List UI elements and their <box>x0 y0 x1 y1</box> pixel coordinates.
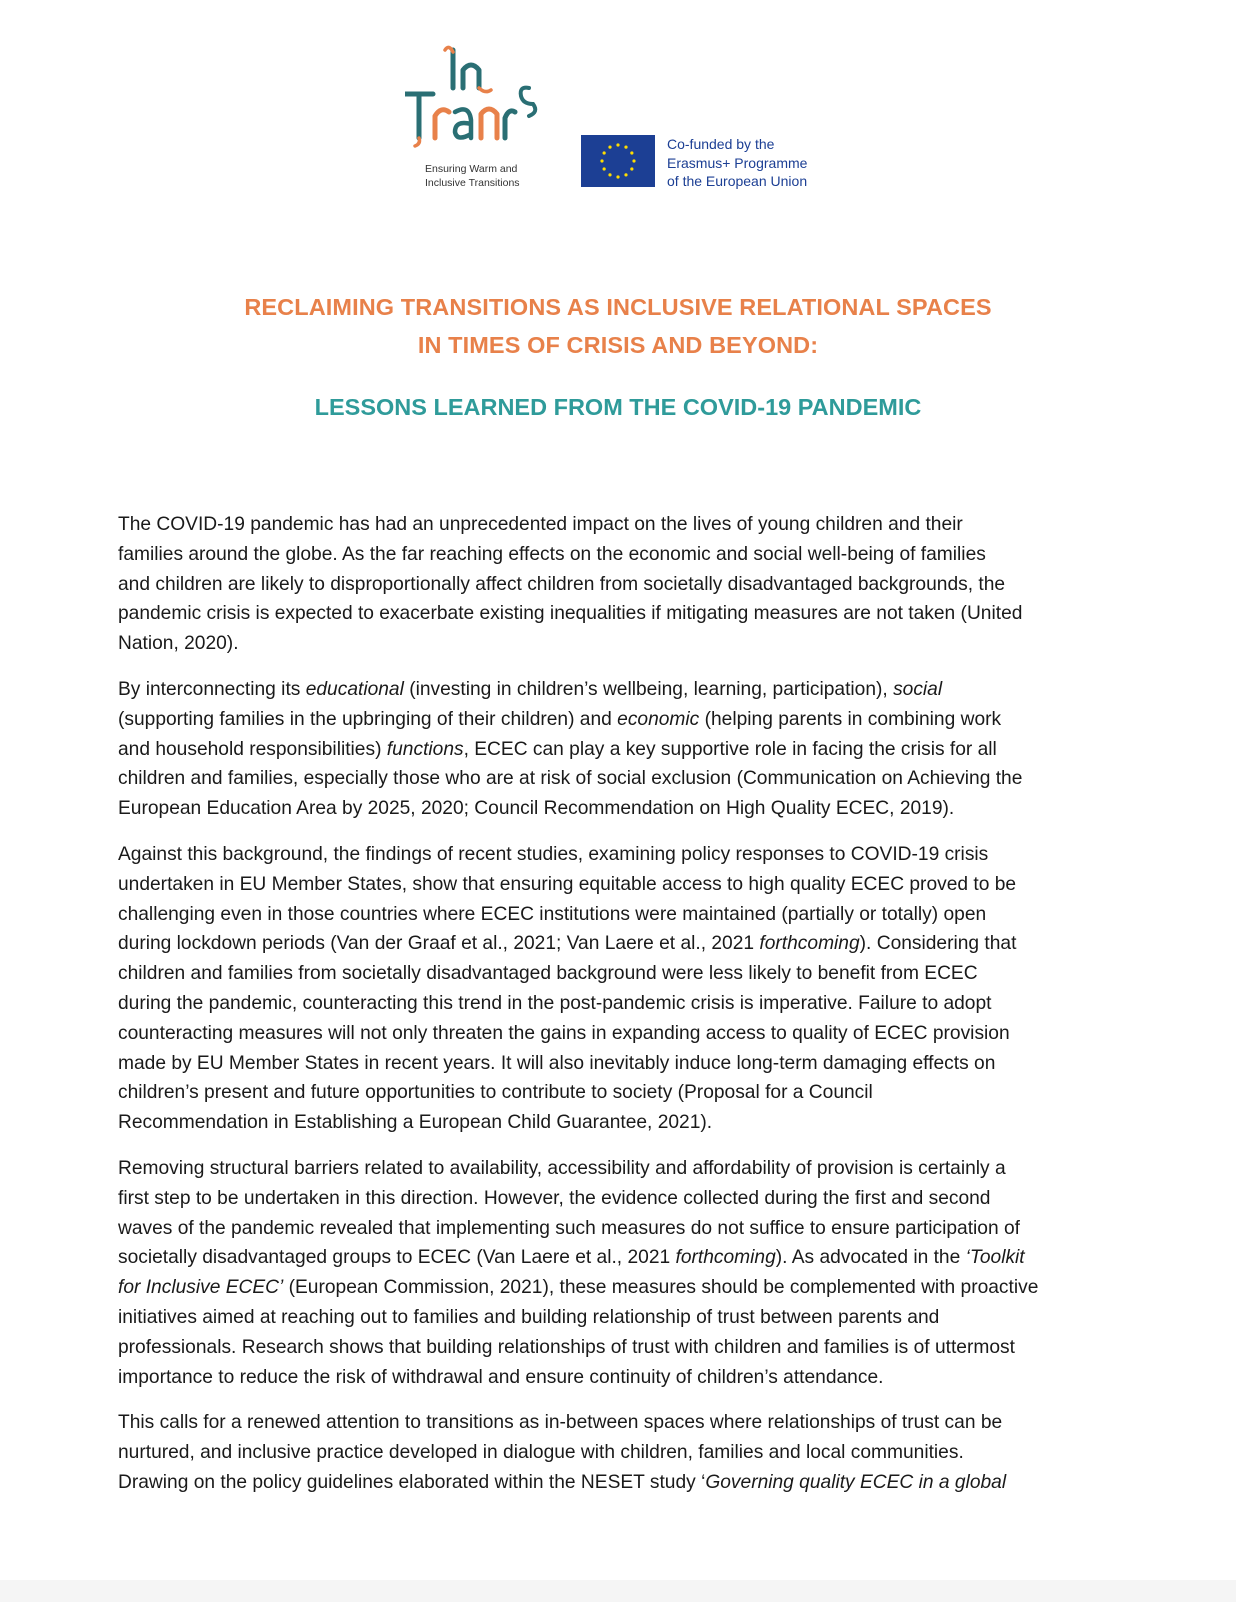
text-line: challenging even in those countries where ECEC institutions were maintained (partially or totally) open <box>118 903 987 925</box>
text-run: ). Considering that <box>859 933 1017 955</box>
text-line: Nation, 2020). <box>118 633 239 655</box>
text-line <box>118 929 1128 959</box>
text-line: children’s present and future opportunities to contribute to society (Proposal for a Council <box>118 1082 873 1104</box>
text-line: pandemic crisis is expected to exacerbate existing inequalities if mitigating measures are not taken (United <box>118 603 1023 625</box>
eu-star-icon <box>603 167 606 170</box>
text-run: ). As advocated in the <box>775 1247 966 1269</box>
text-line: The COVID-19 pandemic has had an unprecedented impact on the lives of young children and their <box>118 514 963 535</box>
italic-term: economic <box>617 708 700 730</box>
text-line: families around the globe. As the far reaching effects on the economic and social well-being of families <box>118 543 986 565</box>
text-line: This calls for a renewed attention to transitions as in-between spaces where relationships of trust can be <box>118 1412 1003 1434</box>
italic-term: Governing quality ECEC in a global <box>705 1471 1007 1493</box>
viewer-background <box>0 1580 1236 1602</box>
title-line-1: RECLAIMING TRANSITIONS AS INCLUSIVE RELATIONAL SPACES <box>244 294 992 320</box>
eu-text-line-2: Erasmus+ Programme <box>667 154 808 171</box>
eu-text-line-3: of the European Union <box>667 173 808 189</box>
eu-cofunded-logo <box>581 135 841 189</box>
eu-flag-icon <box>581 135 655 187</box>
italic-term: educational <box>305 678 404 700</box>
italic-term: functions <box>386 738 464 760</box>
text-run: By interconnecting its <box>118 678 306 700</box>
eu-star-icon <box>603 151 606 154</box>
italic-term: for Inclusive ECEC’ <box>118 1277 284 1299</box>
eu-star-icon <box>624 173 627 176</box>
italic-term: forthcoming <box>675 1247 776 1269</box>
title-line-2: IN TIMES OF CRISIS AND BEYOND: <box>417 332 819 358</box>
paragraph-1 <box>118 510 1128 659</box>
text-run: Drawing on the policy guidelines elaborated within the NESET study ‘ <box>118 1471 706 1493</box>
eu-star-icon <box>600 159 603 162</box>
text-line: first step to be undertaken in this direction. However, the evidence collected during the first and second <box>118 1187 991 1209</box>
eu-star-icon <box>630 167 633 170</box>
paragraph-3 <box>118 840 1128 1138</box>
tagline-line-2: Inclusive Transitions <box>425 177 520 189</box>
eu-star-icon <box>630 151 633 154</box>
text-line: waves of the pandemic revealed that implementing such measures do not suffice to ensure participation of <box>118 1217 1020 1239</box>
tagline-line-1: Ensuring Warm and <box>425 163 518 175</box>
eu-star-icon <box>608 173 611 176</box>
eu-star-icon <box>624 146 627 149</box>
text-line: professionals. Research shows that building relationships of trust with children and families is of uttermost <box>118 1336 1015 1358</box>
text-line: undertaken in EU Member States, show that ensuring equitable access to high quality ECEC proved to be <box>118 873 1017 895</box>
text-line: children and families, especially those who are at risk of social exclusion (Communication on Achieving the <box>118 768 1023 790</box>
text-line: initiatives aimed at reaching out to families and building relationship of trust between parents and <box>118 1306 940 1328</box>
italic-term: ‘Toolkit <box>965 1247 1025 1269</box>
text-run: (investing in children’s wellbeing, learning, participation), <box>403 678 894 700</box>
text-run: (European Commission, 2021), these measures should be complemented with proactive <box>283 1277 1039 1299</box>
paragraph-2 <box>118 675 1128 824</box>
document-subtitle: LESSONS LEARNED FROM THE COVID-19 PANDEMIC <box>314 394 922 420</box>
text-line: during the pandemic, counteracting this trend in the post-pandemic crisis is imperative. Failure to adopt <box>118 992 992 1014</box>
text-line: Recommendation in Establishing a European Child Guarantee, 2021). <box>118 1112 713 1134</box>
text-line: counteracting measures will not only threaten the gains in expanding access to quality of ECEC provision <box>118 1022 1010 1044</box>
document-title <box>0 288 1236 364</box>
intrans-wordmark-graphic <box>405 42 545 162</box>
text-run: societally disadvantaged groups to ECEC (Van Laere et al., 2021 <box>118 1247 676 1269</box>
text-line: Against this background, the findings of recent studies, examining policy responses to COVID-19 crisis <box>118 843 989 865</box>
intrans-logo <box>405 42 545 192</box>
text-line: Removing structural barriers related to availability, accessibility and affordability of provision is certainly a <box>118 1157 1006 1179</box>
eu-star-icon <box>632 159 635 162</box>
italic-term: forthcoming <box>759 933 860 955</box>
intrans-tagline <box>425 162 565 190</box>
text-line <box>118 735 1128 765</box>
text-line <box>118 675 1128 705</box>
italic-term: social <box>893 678 943 700</box>
text-line: children and families from societally disadvantaged background were less likely to benefit from ECEC <box>118 963 978 985</box>
text-line: made by EU Member States in recent years. It will also inevitably induce long-term damaging effects on <box>118 1052 996 1074</box>
text-run: and household responsibilities) <box>118 738 387 760</box>
eu-star-icon <box>608 146 611 149</box>
eu-cofunded-text <box>667 135 837 191</box>
text-line <box>118 705 1128 735</box>
text-run: (supporting families in the upbringing of their children) and <box>118 708 618 730</box>
text-run: , ECEC can play a key supportive role in facing the crisis for all <box>463 738 997 760</box>
paragraph-4 <box>118 1154 1128 1392</box>
text-line: importance to reduce the risk of withdrawal and ensure continuity of children’s attendance. <box>118 1366 884 1388</box>
eu-text-line-1: Co-funded by the <box>667 136 775 152</box>
text-line <box>118 1468 1128 1498</box>
text-run: (helping parents in combining work <box>699 708 1002 730</box>
eu-star-icon <box>616 175 619 178</box>
text-line: nurtured, and inclusive practice developed in dialogue with children, families and local communities. <box>118 1442 964 1464</box>
text-line <box>118 1273 1128 1303</box>
eu-star-icon <box>616 143 619 146</box>
paragraph-5 <box>118 1408 1128 1497</box>
text-line <box>118 1243 1128 1273</box>
text-line: and children are likely to disproportionally affect children from societally disadvantaged backgrounds, the <box>118 573 1006 595</box>
text-line: European Education Area by 2025, 2020; Council Recommendation on High Quality ECEC, 2019). <box>118 798 955 820</box>
document-body <box>118 510 1128 1514</box>
text-run: during lockdown periods (Van der Graaf et al., 2021; Van Laere et al., 2021 <box>118 933 760 955</box>
